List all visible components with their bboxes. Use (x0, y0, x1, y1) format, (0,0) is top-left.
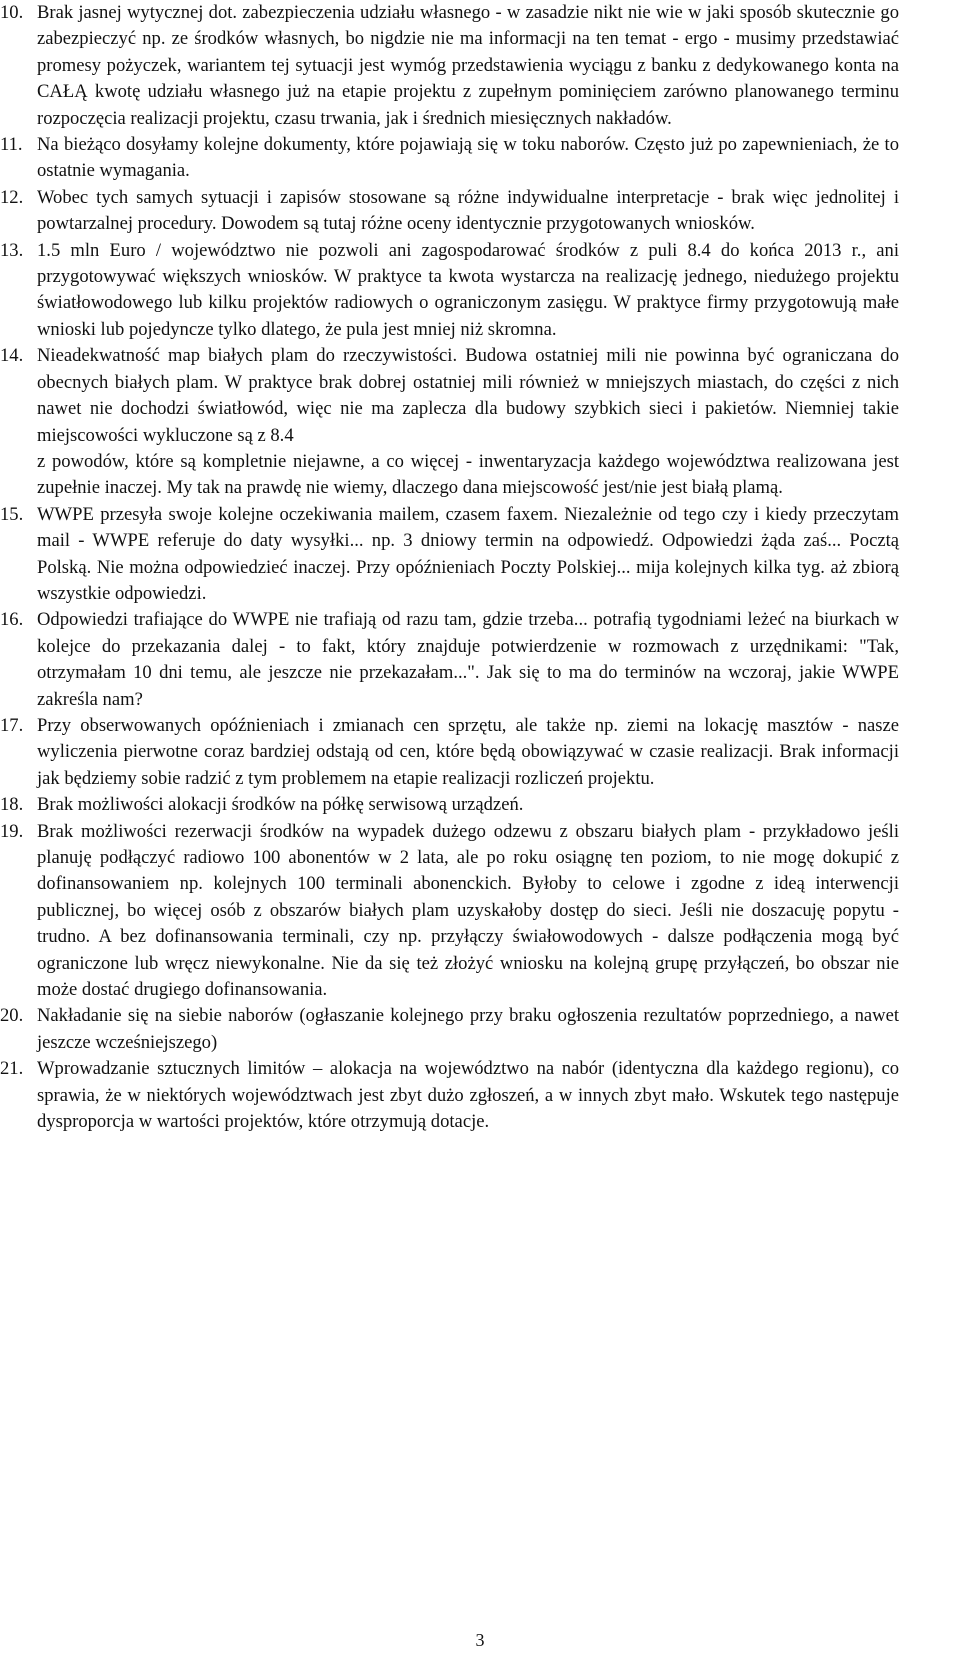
item-number: 17. (0, 714, 24, 736)
list-item-12 (0, 185, 960, 238)
item-text: Nakładanie się na siebie naborów (ogłaszanie kolejnego przy braku ogłoszenia rezultatów poprzedniego, a nawet jeszcze wcześniejszego) (37, 1005, 899, 1053)
item-text: WWPE przesyła swoje kolejne oczekiwania mailem, czasem faxem. Niezależnie od tego czy i kiedy przeczytam mail - WWPE referuje do daty wysyłki... np. 3 dniowy termin na odpowiedź. Odpowiedzi żąda zaś... Pocztą Polską. Nie można odpowiedzieć inaczej. Przy opóźnieniach Poczty Polskiej... mija kolejnych kilka tyg. aż zbiorą wszystkie odpowiedzi. (37, 503, 899, 604)
list-item-10 (0, 0, 960, 132)
item-text: Przy obserwowanych opóźnieniach i zmianach cen sprzętu, ale także np. ziemi na lokację masztów - nasze wyliczenia pierwotne coraz bardziej odstają od cen, które będą obowiązywać w czasie realizacji. Brak informacji jak będziemy sobie radzić z tym problemem na etapie realizacji rozliczeń projektu. (37, 714, 899, 789)
item-number: 16. (0, 609, 24, 631)
item-number: 14. (0, 345, 24, 367)
item-number: 19. (0, 820, 24, 842)
list-item-15 (0, 502, 960, 608)
item-text: Brak możliwości rezerwacji środków na wypadek dużego odzewu z obszaru białych plam - przykładowo jeśli planuję podłączyć radiowo 100 abonentów w 2 lata, ale po roku osiągnę ten poziom, to nie mogę dokupić z dofinansowaniem np. kolejnych 100 terminali abonenckich. Byłoby to celowe i zgodne z ideą interwencji publicznej, bo więcej osób z obszarów białych plam uzyskałoby dostęp do sieci. Jeśli nie doszacuję popytu - trudno. A bez dofinansowania terminali, czy np. przyłączy świałowodowych - dalsze podłączenia mogą być ograniczone lub wręcz niewykonalne. Nie da się też złożyć wniosku na kolejną grupę przyłączeń, bo obszar nie może dostać drugiego dofinansowania. (37, 820, 899, 1001)
page-number: 3 (475, 1630, 485, 1650)
list-item-11 (0, 132, 960, 185)
list-item-19 (0, 819, 960, 1004)
list-item-16 (0, 607, 960, 713)
list-item-20 (0, 1003, 960, 1056)
item-text-continued: z powodów, które są kompletnie niejawne, a co więcej - inwentaryzacja każdego województwa realizowana jest zupełnie inaczej. My tak na prawdę nie wiemy, dlaczego dana miejscowość jest/nie jest białą plamą. (37, 450, 899, 499)
item-text-block (37, 343, 899, 501)
item-number: 13. (0, 239, 24, 261)
item-text: Odpowiedzi trafiające do WWPE nie trafiają od razu tam, gdzie trzeba... potrafią tygodniami leżeć na biurkach w kolejce do przekazania dalej - to fakt, który znajduje potwierdzenie w rozmowach z urzędnikami: "Tak, otrzymałam 10 dni temu, ale jeszcze nie przekazałam...". Jak się to ma do terminów na wczoraj, jakie WWPE zakreśla nam? (37, 609, 899, 710)
list-item-17 (0, 713, 960, 792)
item-number: 20. (0, 1005, 24, 1027)
item-number: 15. (0, 503, 24, 525)
item-number: 10. (0, 2, 24, 23)
item-number: 18. (0, 794, 24, 816)
item-text: Wobec tych samych sytuacji i zapisów stosowane są różne indywidualne interpretacje - brak więc jednolitej i powtarzalnej procedury. Dowodem są tutaj różne oceny identycznie przygotowanych wniosków. (37, 186, 899, 235)
item-text: Brak możliwości alokacji środków na półkę serwisową urządzeń. (37, 794, 524, 816)
list-item-21 (0, 1056, 960, 1135)
item-text: Nieadekwatność map białych plam do rzeczywistości. Budowa ostatniej mili nie powinna być ograniczana do obecnych białych plam. W praktyce brak dobrej ostatniej mili również w mniejszych miastach, do części z nich nawet nie dochodzi światłowód, więc nie ma zaplecza dla budowy szybkich sieci i pakietów. Niemniej takie miejscowości wykluczone są z 8.4 (37, 345, 899, 446)
item-number: 11. (0, 134, 23, 156)
list-item-18 (0, 792, 960, 818)
item-text: 1.5 mln Euro / województwo nie pozwoli ani zagospodarować środków z puli 8.4 do końca 2013 r., ani przygotowywać większych wniosków. W praktyce ta kwota wystarcza na realizację jednego, niedużego projektu światłowodowego lub kilku projektów radiowych o ograniczonym zasięgu. W praktyce firmy przygotowują małe wnioski lub pojedyncze tylko dlatego, że pula jest mniej niż skromna. (37, 239, 899, 340)
item-number: 21. (0, 1058, 24, 1080)
list-item-14 (0, 343, 960, 501)
item-text: Na bieżąco dosyłamy kolejne dokumenty, które pojawiają się w toku naborów. Często już po zapewnieniach, że to ostatnie wymagania. (37, 134, 899, 182)
item-text: Brak jasnej wytycznej dot. zabezpieczenia udziału własnego - w zasadzie nikt nie wie w jaki sposób skutecznie go zabezpieczyć np. ze środków własnych, bo nigdzie nie ma informacji na ten temat - ergo - musimy przedstawiać promesy pożyczek, wariantem tej sytuacji jest wymóg przedstawienia wyciągu z banku z dedykowanego konta na CAŁĄ kwotę udziału własnego już na etapie projektu z zupełnym pominięciem zarówno planowanego terminu rozpoczęcia realizacji projektu, czasu trwania, jak i średnich miesięcznych nakładów. (37, 2, 899, 129)
item-number: 12. (0, 186, 24, 208)
list-item-13 (0, 238, 960, 344)
item-text: Wprowadzanie sztucznych limitów – alokacja na województwo na nabór (identyczna dla każdego regionu), co sprawia, że w niektórych województwach jest zbyt dużo zgłoszeń, a w innych zbyt mało. Wskutek tego następuje dysproporcja w wartości projektów, które otrzymują dotacje. (37, 1058, 899, 1133)
